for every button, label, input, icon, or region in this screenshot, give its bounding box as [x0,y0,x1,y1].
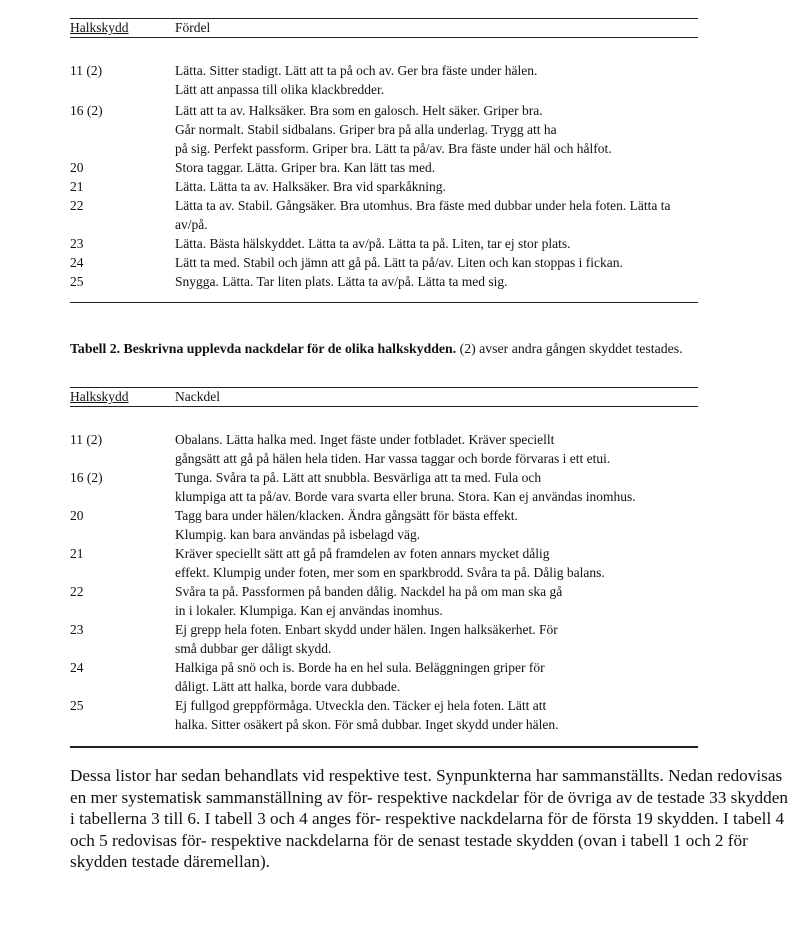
table-row [70,582,698,620]
table-row [70,272,698,291]
table-row [70,101,698,158]
row-text: Lätta ta av. Stabil. Gångsäker. Bra utomhus. Bra fäste med dubbar under hela foten. Lätta ta av/på. [175,198,671,232]
table-header [70,388,698,406]
table-2-caption [70,341,683,357]
column-header-nackdel: Nackdel [175,389,220,404]
row-text: Lätta. Lätta ta av. Halksäker. Bra vid sparkåkning. [175,179,446,194]
row-id: 21 [70,179,84,194]
caption-title: Tabell 2. Beskrivna upplevda nackdelar för de olika halkskydden. [70,341,457,356]
header-rule [70,406,698,407]
row-text: Tagg bara under hälen/klacken. Ändra gångsätt för bästa effekt. Klumpig. kan bara användas på isbelagd väg. [175,508,518,542]
table-row [70,468,698,506]
row-id: 25 [70,698,84,713]
table-row [70,158,698,177]
row-id: 23 [70,622,84,637]
row-text: Tunga. Svåra ta på. Lätt att snubbla. Besvärliga att ta med. Fula och klumpiga att ta på/av. Borde vara svarta eller bruna. Stora. Kan ej användas inomhus. [175,470,636,504]
caption-note: (2) avser andra gången skyddet testades. [456,341,683,356]
row-id: 23 [70,236,84,251]
row-id: 22 [70,198,84,213]
row-id: 16 (2) [70,103,103,118]
table-2 [70,387,698,748]
row-id: 21 [70,546,84,561]
row-text: Ej grepp hela foten. Enbart skydd under hälen. Ingen halksäkerhet. För små dubbar ger dåligt skydd. [175,622,558,656]
column-header-fordel: Fördel [175,20,211,35]
row-text: Lätt ta med. Stabil och jämn att gå på. Lätt ta på/av. Liten och kan stoppas i fickan. [175,255,623,270]
row-text: Lätt att ta av. Halksäker. Bra som en galosch. Helt säker. Griper bra. Går normalt. Stabil sidbalans. Griper bra på alla underlag. Trygg att ha på sig. Perfekt passform. Griper bra. Lätt ta på/av. Bra fäste under häl och hålfot. [175,103,612,156]
row-id: 22 [70,584,84,599]
row-text: Stora taggar. Lätta. Griper bra. Kan lätt tas med. [175,160,436,175]
table-header [70,19,698,37]
table-bottom-rule [70,746,698,748]
row-id: 11 (2) [70,432,103,447]
table-row [70,177,698,196]
table-row [70,430,698,468]
row-id: 11 (2) [70,63,103,78]
table-bottom-rule [70,302,698,303]
column-header-halkskydd: Halkskydd [70,389,129,404]
table-row [70,234,698,253]
table-row [70,696,698,734]
row-text: Svåra ta på. Passformen på banden dålig. Nackdel ha på om man ska gå in i lokaler. Klumpiga. Kan ej användas inomhus. [175,584,563,618]
table-row [70,658,698,696]
row-id: 16 (2) [70,470,103,485]
row-text: Ej fullgod greppförmåga. Utveckla den. Täcker ej hela foten. Lätt att halka. Sitter osäkert på skon. För små dubbar. Inget skydd under hälen. [175,698,559,732]
table-row [70,61,698,99]
header-rule [70,37,698,38]
row-text: Kräver speciellt sätt att gå på framdelen av foten annars mycket dålig effekt. Klumpig under foten, mer som en sparkbrodd. Svåra ta på. Dålig balans. [175,546,605,580]
row-id: 20 [70,508,84,523]
row-id: 20 [70,160,84,175]
row-text: Lätta. Sitter stadigt. Lätt att ta på och av. Ger bra fäste under hälen. Lätt att anpassa till olika klackbredder. [175,63,538,97]
table-1 [70,18,698,303]
row-text: Obalans. Lätta halka med. Inget fäste under fotbladet. Kräver speciellt gångsätt att gå på hälen hela tiden. Har vassa taggar och borde förvaras i ett etui. [175,432,611,466]
table-row [70,506,698,544]
table-row [70,544,698,582]
table-row [70,253,698,272]
column-header-halkskydd: Halkskydd [70,20,129,35]
row-id: 24 [70,255,84,270]
table-row [70,620,698,658]
row-text: Halkiga på snö och is. Borde ha en hel sula. Beläggningen griper för dåligt. Lätt att halka, borde vara dubbade. [175,660,545,694]
row-text: Lätta. Bästa hälskyddet. Lätta ta av/på. Lätta ta på. Liten, tar ej stor plats. [175,236,571,251]
row-id: 25 [70,274,84,289]
row-text: Snygga. Lätta. Tar liten plats. Lätta ta av/på. Lätta ta med sig. [175,274,508,289]
table-row [70,196,698,234]
row-id: 24 [70,660,84,675]
body-paragraph: Dessa listor har sedan behandlats vid respektive test. Synpunkterna har sammanställts. Nedan redovisas en mer systematisk sammanställning av för- respektive nackdelar för de övriga av de testade 33 skydden i tabellerna 3 till 6. I tabell 3 och 4 anges för- respektive nackdelarna för de första 19 skydden. I tabell 4 och 5 redovisas för- respektive nackdelarna för de senast testade skydden (ovan i tabell 1 och 2 för skydden testade däremellan). [70,766,788,871]
